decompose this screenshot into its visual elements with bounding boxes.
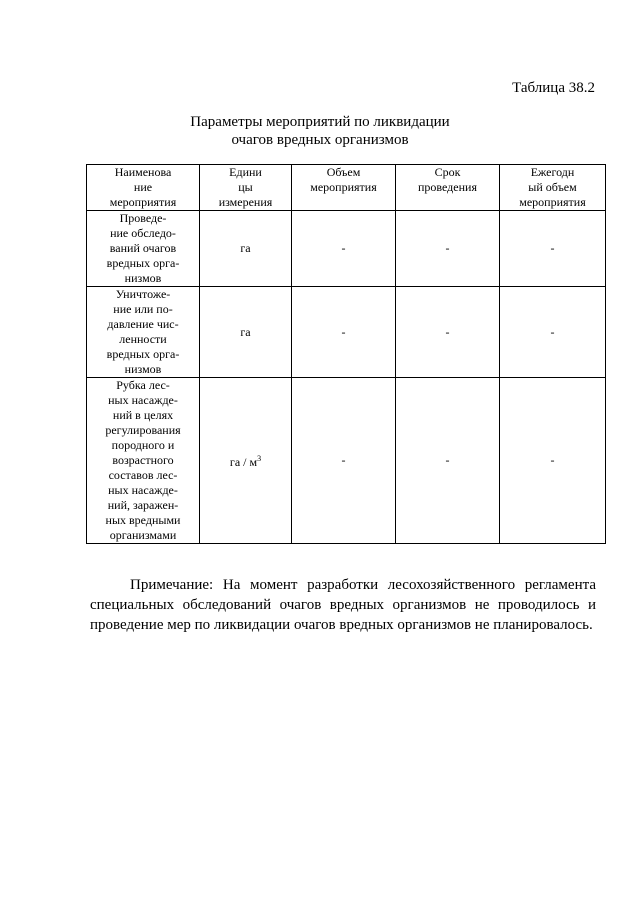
row-volume-cell: - bbox=[292, 287, 396, 378]
table-row bbox=[87, 287, 606, 378]
row-period-cell: - bbox=[396, 378, 500, 544]
row-period-cell: - bbox=[396, 287, 500, 378]
table-title bbox=[0, 113, 640, 149]
row-period-cell: - bbox=[396, 211, 500, 287]
row-volume-cell: - bbox=[292, 211, 396, 287]
table-header-row bbox=[87, 165, 606, 211]
row-annual-cell: - bbox=[500, 211, 606, 287]
row-name-cell: Уничтоже- ние или по- давление чис- ленности вредных орга- низмов bbox=[87, 287, 200, 378]
unit-superscript: 3 bbox=[257, 454, 262, 463]
row-volume-cell: - bbox=[292, 378, 396, 544]
row-annual-cell: - bbox=[500, 378, 606, 544]
header-period: Срок проведения bbox=[396, 165, 500, 211]
row-unit-cell: га bbox=[200, 211, 292, 287]
table-title-line-1: Параметры мероприятий по ликвидации bbox=[190, 114, 450, 130]
row-unit-cell: га / $м^3$ bbox=[200, 378, 292, 544]
table-number: Таблица 38.2 bbox=[512, 80, 595, 96]
row-annual-cell: - bbox=[500, 287, 606, 378]
row-name-cell: Рубка лес- ных насажде- ний в целях регулирования породного и возрастного составов лес- ных насажде- ний, заражен- ных вредными организмами bbox=[87, 378, 200, 544]
row-name-cell: Проведе- ние обследо- ваний очагов вредных орга- низмов bbox=[87, 211, 200, 287]
header-name: Наименова ние мероприятия bbox=[87, 165, 200, 211]
note-paragraph: Примечание: На момент разработки лесохозяйственного регламента специальных обследований очагов вредных организмов не проводилось и проведение мер по ликвидации очагов вредных организмов не планировалось. bbox=[90, 577, 596, 633]
table-row bbox=[87, 211, 606, 287]
table-row bbox=[87, 378, 606, 544]
header-annual-volume: Ежегодн ый объем мероприятия bbox=[500, 165, 606, 211]
measures-table bbox=[86, 164, 606, 544]
header-volume: Объем мероприятия bbox=[292, 165, 396, 211]
table-title-line-2: очагов вредных организмов bbox=[231, 132, 409, 148]
header-unit: Едини цы измерения bbox=[200, 165, 292, 211]
row-unit-cell: га bbox=[200, 287, 292, 378]
